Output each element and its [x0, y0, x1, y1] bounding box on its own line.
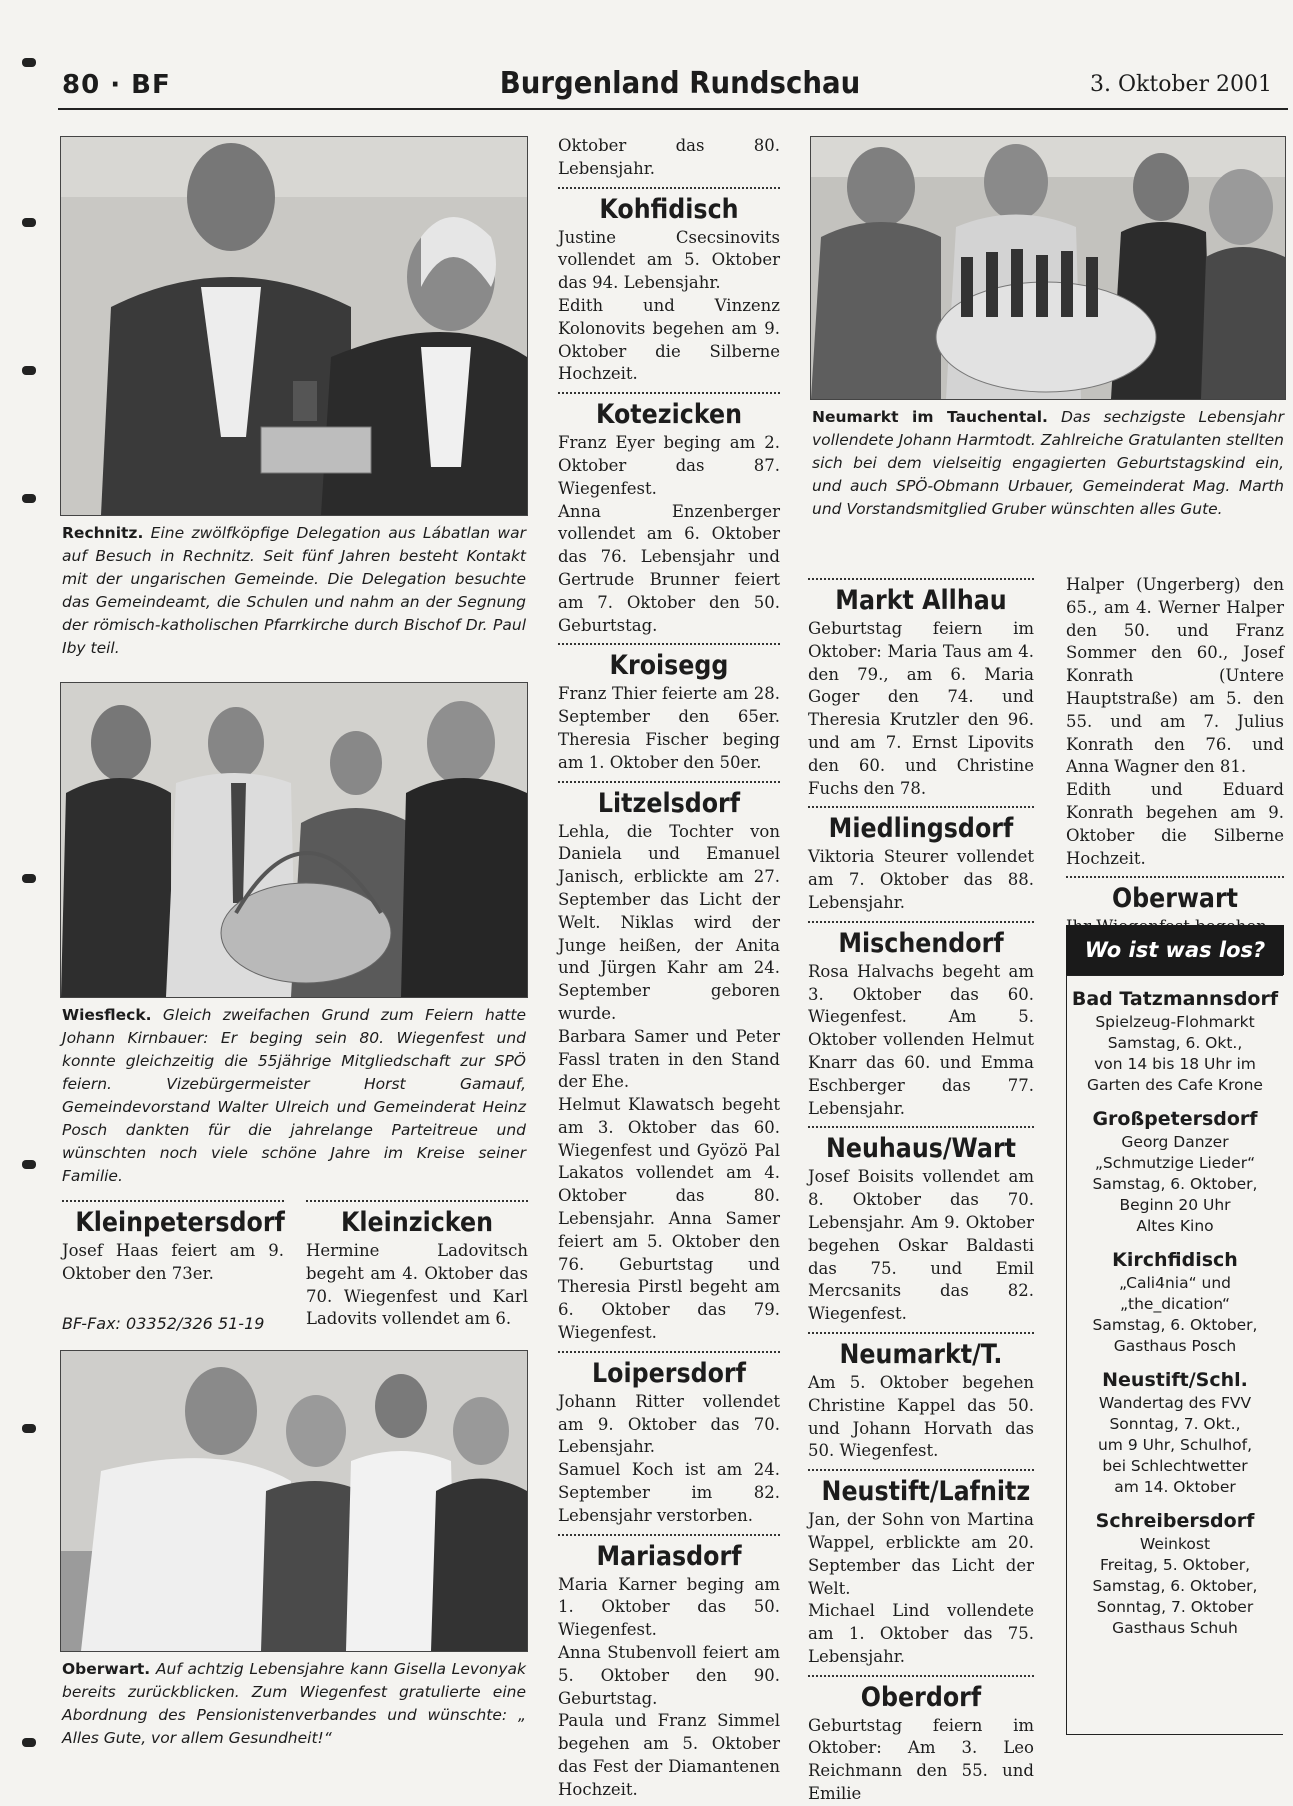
margin-mark: [22, 58, 36, 67]
section-text: Hermine Ladovitsch begeht am 4. Oktober das 70. Wiegenfest und Karl Ladovits vollendet am 6.: [306, 1241, 528, 1329]
section-title: Loipersdorf: [592, 1357, 746, 1389]
section-title: Oberdorf: [860, 1681, 982, 1713]
section-title: Kleinpetersdorf: [75, 1207, 285, 1238]
section-text: Am 5. Oktober begehen Christine Kappel das 50. und Johann Horvath das 50. Wiegenfest.: [808, 1372, 1034, 1461]
event-line: „Schmutzige Lieder“: [1094, 1154, 1256, 1172]
section-title: Litzelsdorf: [597, 787, 741, 819]
event-line: Samstag, 6. Oktober,: [1092, 1175, 1258, 1193]
section-text: Franz Thier feierte am 28. September den 65er. Theresia Fischer beging am 1. Oktober den 50er.: [558, 684, 780, 772]
section-title: Mariasdorf: [596, 1540, 742, 1572]
section-title: Markt Allhau: [835, 585, 1007, 616]
section-kohfidisch: [558, 187, 780, 387]
section-text: Maria Karner beging am 1. Oktober das 50. Wiegenfest. Anna Stubenvoll feiert am 5. Oktober den 90. Geburtstag. Paula und Franz Simmel begehen am 5. Oktober das Fest der Diamantenen Hochzeit.: [558, 1574, 780, 1799]
event-place: Großpetersdorf: [1092, 1108, 1258, 1130]
section-divider: [1066, 876, 1284, 878]
col2-sections: [558, 187, 780, 1802]
event-line: Samstag, 6. Oktober,: [1092, 1577, 1258, 1595]
photo-wiesfleck: [60, 682, 528, 998]
continuation-text: Oktober das 80. Lebensjahr.: [558, 136, 780, 178]
section-litzelsdorf: [558, 781, 780, 1345]
event-schreibersdorf: [1067, 1508, 1283, 1639]
event-line: „the_dication“: [1120, 1295, 1230, 1313]
column-2: [558, 135, 780, 1802]
section-text: Justine Csecsinovits vollendet am 5. Oktober das 94. Lebensjahr. Edith und Vinzenz Kolonovits begehen am 9. Oktober die Silberne Hochzeit.: [558, 227, 780, 384]
section-text: Josef Haas feiert am 9. Oktober den 73er.: [62, 1241, 284, 1283]
event-line: Samstag, 6. Oktober,: [1092, 1316, 1258, 1334]
section-miedlingsdorf: [808, 806, 1034, 914]
section-divider: [558, 392, 780, 394]
photo-rechnitz: [60, 136, 528, 516]
section-title: Oberwart: [1111, 883, 1239, 915]
event-line: Sonntag, 7. Oktober: [1096, 1598, 1254, 1616]
event-place: Neustift/Schl.: [1102, 1369, 1248, 1391]
section-mischendorf: [808, 921, 1034, 1121]
section-loipersdorf: [558, 1351, 780, 1528]
section-divider: [808, 1126, 1034, 1128]
photo-oberwart: [60, 1350, 528, 1652]
caption-place: Neumarkt im Tauchental.: [812, 408, 1048, 426]
margin-mark: [22, 1160, 36, 1169]
event-line: Spielzeug-Flohmarkt: [1095, 1013, 1255, 1031]
section-text: Rosa Halvachs begeht am 3. Oktober das 60. Wiegenfest. Am 5. Oktober vollenden Helmut Knarr das 60. und Emma Eschberger das 77. Lebensjahr.: [808, 961, 1034, 1118]
section-title: Mischendorf: [838, 927, 1004, 959]
event-line: Wandertag des FVV: [1098, 1394, 1252, 1412]
section-divider: [306, 1200, 528, 1202]
section-text: Johann Ritter vollendet am 9. Oktober das 70. Lebensjahr. Samuel Koch ist am 24. September im 82. Lebensjahr verstorben.: [558, 1391, 780, 1525]
section-neuhaus-wart: [808, 1126, 1034, 1326]
column-3: [808, 572, 1034, 1806]
events-box: [1066, 975, 1283, 1735]
section-neustift-lafnitz: [808, 1469, 1034, 1669]
page-number: 80 · BF: [62, 70, 171, 100]
section-mariasdorf: [558, 1534, 780, 1802]
section-kleinzicken: [306, 1194, 528, 1331]
section-divider: [558, 1534, 780, 1536]
event-bad-tatzmannsdorf: [1067, 986, 1283, 1096]
section-divider: [808, 1675, 1034, 1677]
event-line: Garten des Cafe Krone: [1087, 1076, 1263, 1094]
section-divider: [808, 921, 1034, 923]
fax-number: BF-Fax: 03352/326 51-19: [62, 1314, 265, 1333]
section-kotezicken: [558, 392, 780, 637]
section-divider: [808, 578, 1034, 580]
event-line: um 9 Uhr, Schulhof,: [1097, 1436, 1253, 1454]
event-line: Georg Danzer: [1121, 1133, 1229, 1151]
event-place: Schreibersdorf: [1095, 1510, 1255, 1532]
section-kleinpetersdorf: [62, 1194, 284, 1286]
caption-place: Wiesfleck.: [62, 1006, 152, 1024]
event-line: Sonntag, 7. Okt.,: [1109, 1415, 1241, 1433]
section-divider: [558, 1351, 780, 1353]
event-line: am 14. Oktober: [1114, 1478, 1236, 1496]
event-line: Gasthaus Posch: [1113, 1337, 1237, 1355]
issue-date: 3. Oktober 2001: [1090, 72, 1273, 97]
section-divider: [808, 806, 1034, 808]
events-box-title: Wo ist was los?: [1066, 925, 1284, 975]
caption-text: Gleich zweifachen Grund zum Feiern hatte Johann Kirnbauer: Er beging sein 80. Wiegenfest und konnte gleichzeitig die 55jährige Mitgliedschaft zur SPÖ feiern. Vizebürgermeister Horst Gamauf, Gemeindevorstand Walter Ulreich und Gemeinderat Heinz Posch dankten für die jahrelange Parteitreue und wünschten noch viele schöne Jahre im Kreise seiner Familie.: [62, 1006, 526, 1185]
event-line: Altes Kino: [1136, 1217, 1214, 1235]
section-divider: [558, 643, 780, 645]
section-text: Jan, der Sohn von Martina Wappel, erblickte am 20. September das Licht der Welt. Michael Lind vollendete am 1. Oktober das 75. Lebensjahr.: [808, 1510, 1034, 1666]
event-line: bei Schlechtwetter: [1102, 1457, 1248, 1475]
section-title: Neumarkt/T.: [839, 1338, 1003, 1370]
section-text: Viktoria Steurer vollendet am 7. Oktober das 88. Lebensjahr.: [808, 847, 1034, 912]
event-line: Beginn 20 Uhr: [1119, 1196, 1231, 1214]
section-divider: [558, 187, 780, 189]
event-line: „Cali4nia“ und: [1118, 1274, 1232, 1292]
margin-mark: [22, 366, 36, 375]
margin-mark: [22, 218, 36, 227]
caption-rechnitz: [62, 522, 526, 660]
margin-mark: [22, 1738, 36, 1747]
section-title: Kotezicken: [595, 399, 743, 431]
newspaper-title: Burgenland Rundschau: [499, 66, 861, 101]
event-line: von 14 bis 18 Uhr im: [1094, 1055, 1256, 1073]
caption-oberwart: [62, 1658, 526, 1750]
event-line: Weinkost: [1139, 1535, 1211, 1553]
section-title: Kohfidisch: [599, 193, 739, 225]
event-place: Kirchfidisch: [1112, 1249, 1238, 1271]
event-kirchfidisch: [1067, 1247, 1283, 1357]
event-grosspetersdorf: [1067, 1106, 1283, 1237]
caption-wiesfleck: [62, 1004, 526, 1188]
section-neumarkt-t: [808, 1332, 1034, 1463]
section-divider: [558, 781, 780, 783]
section-text: Geburtstag feiern im Oktober: Maria Taus am 4. den 79., am 6. Maria Goger den 74. und Theresia Krutzler den 96. und am 7. Ernst Lipovits den 60. und Christine Fuchs den 78.: [808, 619, 1034, 798]
header-rule: [58, 108, 1288, 110]
margin-mark: [22, 494, 36, 503]
event-neustift-schl: [1067, 1367, 1283, 1498]
event-place: Bad Tatzmannsdorf: [1071, 988, 1279, 1010]
caption-place: Rechnitz.: [62, 524, 144, 542]
section-title: Neuhaus/Wart: [825, 1133, 1017, 1165]
section-divider: [808, 1469, 1034, 1471]
section-text: Geburtstag feiern im Oktober: Am 3. Leo Reichmann den 55. und Emilie: [808, 1715, 1034, 1804]
section-kroisegg: [558, 643, 780, 774]
event-line: Freitag, 5. Oktober,: [1099, 1556, 1251, 1574]
caption-neumarkt: [812, 406, 1284, 521]
section-markt-allhau: [808, 578, 1034, 800]
section-text: Lehla, die Tochter von Daniela und Emanuel Janisch, erblickte am 27. September das Licht der Welt. Niklas wird der Junge heißen, der Anita und Jürgen Kahr am 24. September geboren wurde. Barbara Samer und Peter Fassl traten in den Stand der Ehe. Helmut Klawatsch begeht am 3. Oktober das 60. Wiegenfest und Gyözö Pal Lakatos vollendet am 4. Oktober das 80. Lebensjahr. Anna Samer feiert am 5. Oktober den 76. Geburtstag und Theresia Pirstl begeht am 6. Oktober das 79. Wiegenfest.: [558, 821, 780, 1343]
caption-place: Oberwart.: [62, 1660, 151, 1678]
continuation-text: Halper (Ungerberg) den 65., am 4. Werner Halper den 50. und Franz Sommer den 60., Josef Konrath (Untere Hauptstraße) am 5. den 55. und am 7. Julius Konrath den 76. und Anna Wagner den 81. Edith und Eduard Konrath begehen am 9. Oktober die Silberne Hochzeit.: [1066, 575, 1284, 868]
event-line: Gasthaus Schuh: [1112, 1619, 1238, 1637]
section-title: Kroisegg: [609, 650, 729, 682]
caption-text: Eine zwölfköpfige Delegation aus Lábatlan war auf Besuch in Rechnitz. Seit fünf Jahren besteht Kontakt mit der ungarischen Gemeinde. Die Delegation besuchte das Gemeindeamt, die Schulen und nahm an der Segnung der römisch-katholischen Pfarrkirche durch Bischof Dr. Paul Iby teil.: [62, 524, 526, 657]
caption-text: Das sechzigste Lebensjahr vollendete Johann Harmtodt. Zahlreiche Gratulanten stellten sich bei dem vielseitig engagierten Geburtstagskind ein, und auch SPÖ-Obmann Urbauer, Gemeinderat Mag. Marth und Vorstandsmitglied Gruber wünschten alles Gute.: [812, 408, 1284, 518]
section-title: Neustift/Lafnitz: [821, 1476, 1031, 1508]
section-title: Miedlingsdorf: [828, 813, 1014, 845]
section-title: Kleinzicken: [341, 1207, 493, 1238]
section-divider: [808, 1332, 1034, 1334]
photo-neumarkt: [810, 136, 1286, 400]
column-4: [1066, 574, 1284, 939]
section-oberdorf: [808, 1675, 1034, 1806]
margin-mark: [22, 1424, 36, 1433]
caption-text: Auf achtzig Lebensjahre kann Gisella Levonyak bereits zurückblicken. Zum Wiegenfest gratulierte eine Abordnung des Pensionistenverbandes und wünschte: „ Alles Gute, vor allem Gesundheit!“: [62, 1660, 526, 1747]
section-text: Josef Boisits vollendet am 8. Oktober das 70. Lebensjahr. Am 9. Oktober begehen Oskar Baldasti das 75. und Emil Mercsanits das 82. Wiegenfest.: [808, 1167, 1034, 1324]
event-line: Samstag, 6. Okt.,: [1107, 1034, 1243, 1052]
section-text: Franz Eyer beging am 2. Oktober das 87. Wiegenfest. Anna Enzenberger vollendet am 6. Oktober das 76. Lebensjahr und Gertrude Brunner feiert am 7. Oktober den 50. Geburtstag.: [558, 433, 780, 635]
margin-mark: [22, 874, 36, 883]
section-divider: [62, 1200, 284, 1202]
